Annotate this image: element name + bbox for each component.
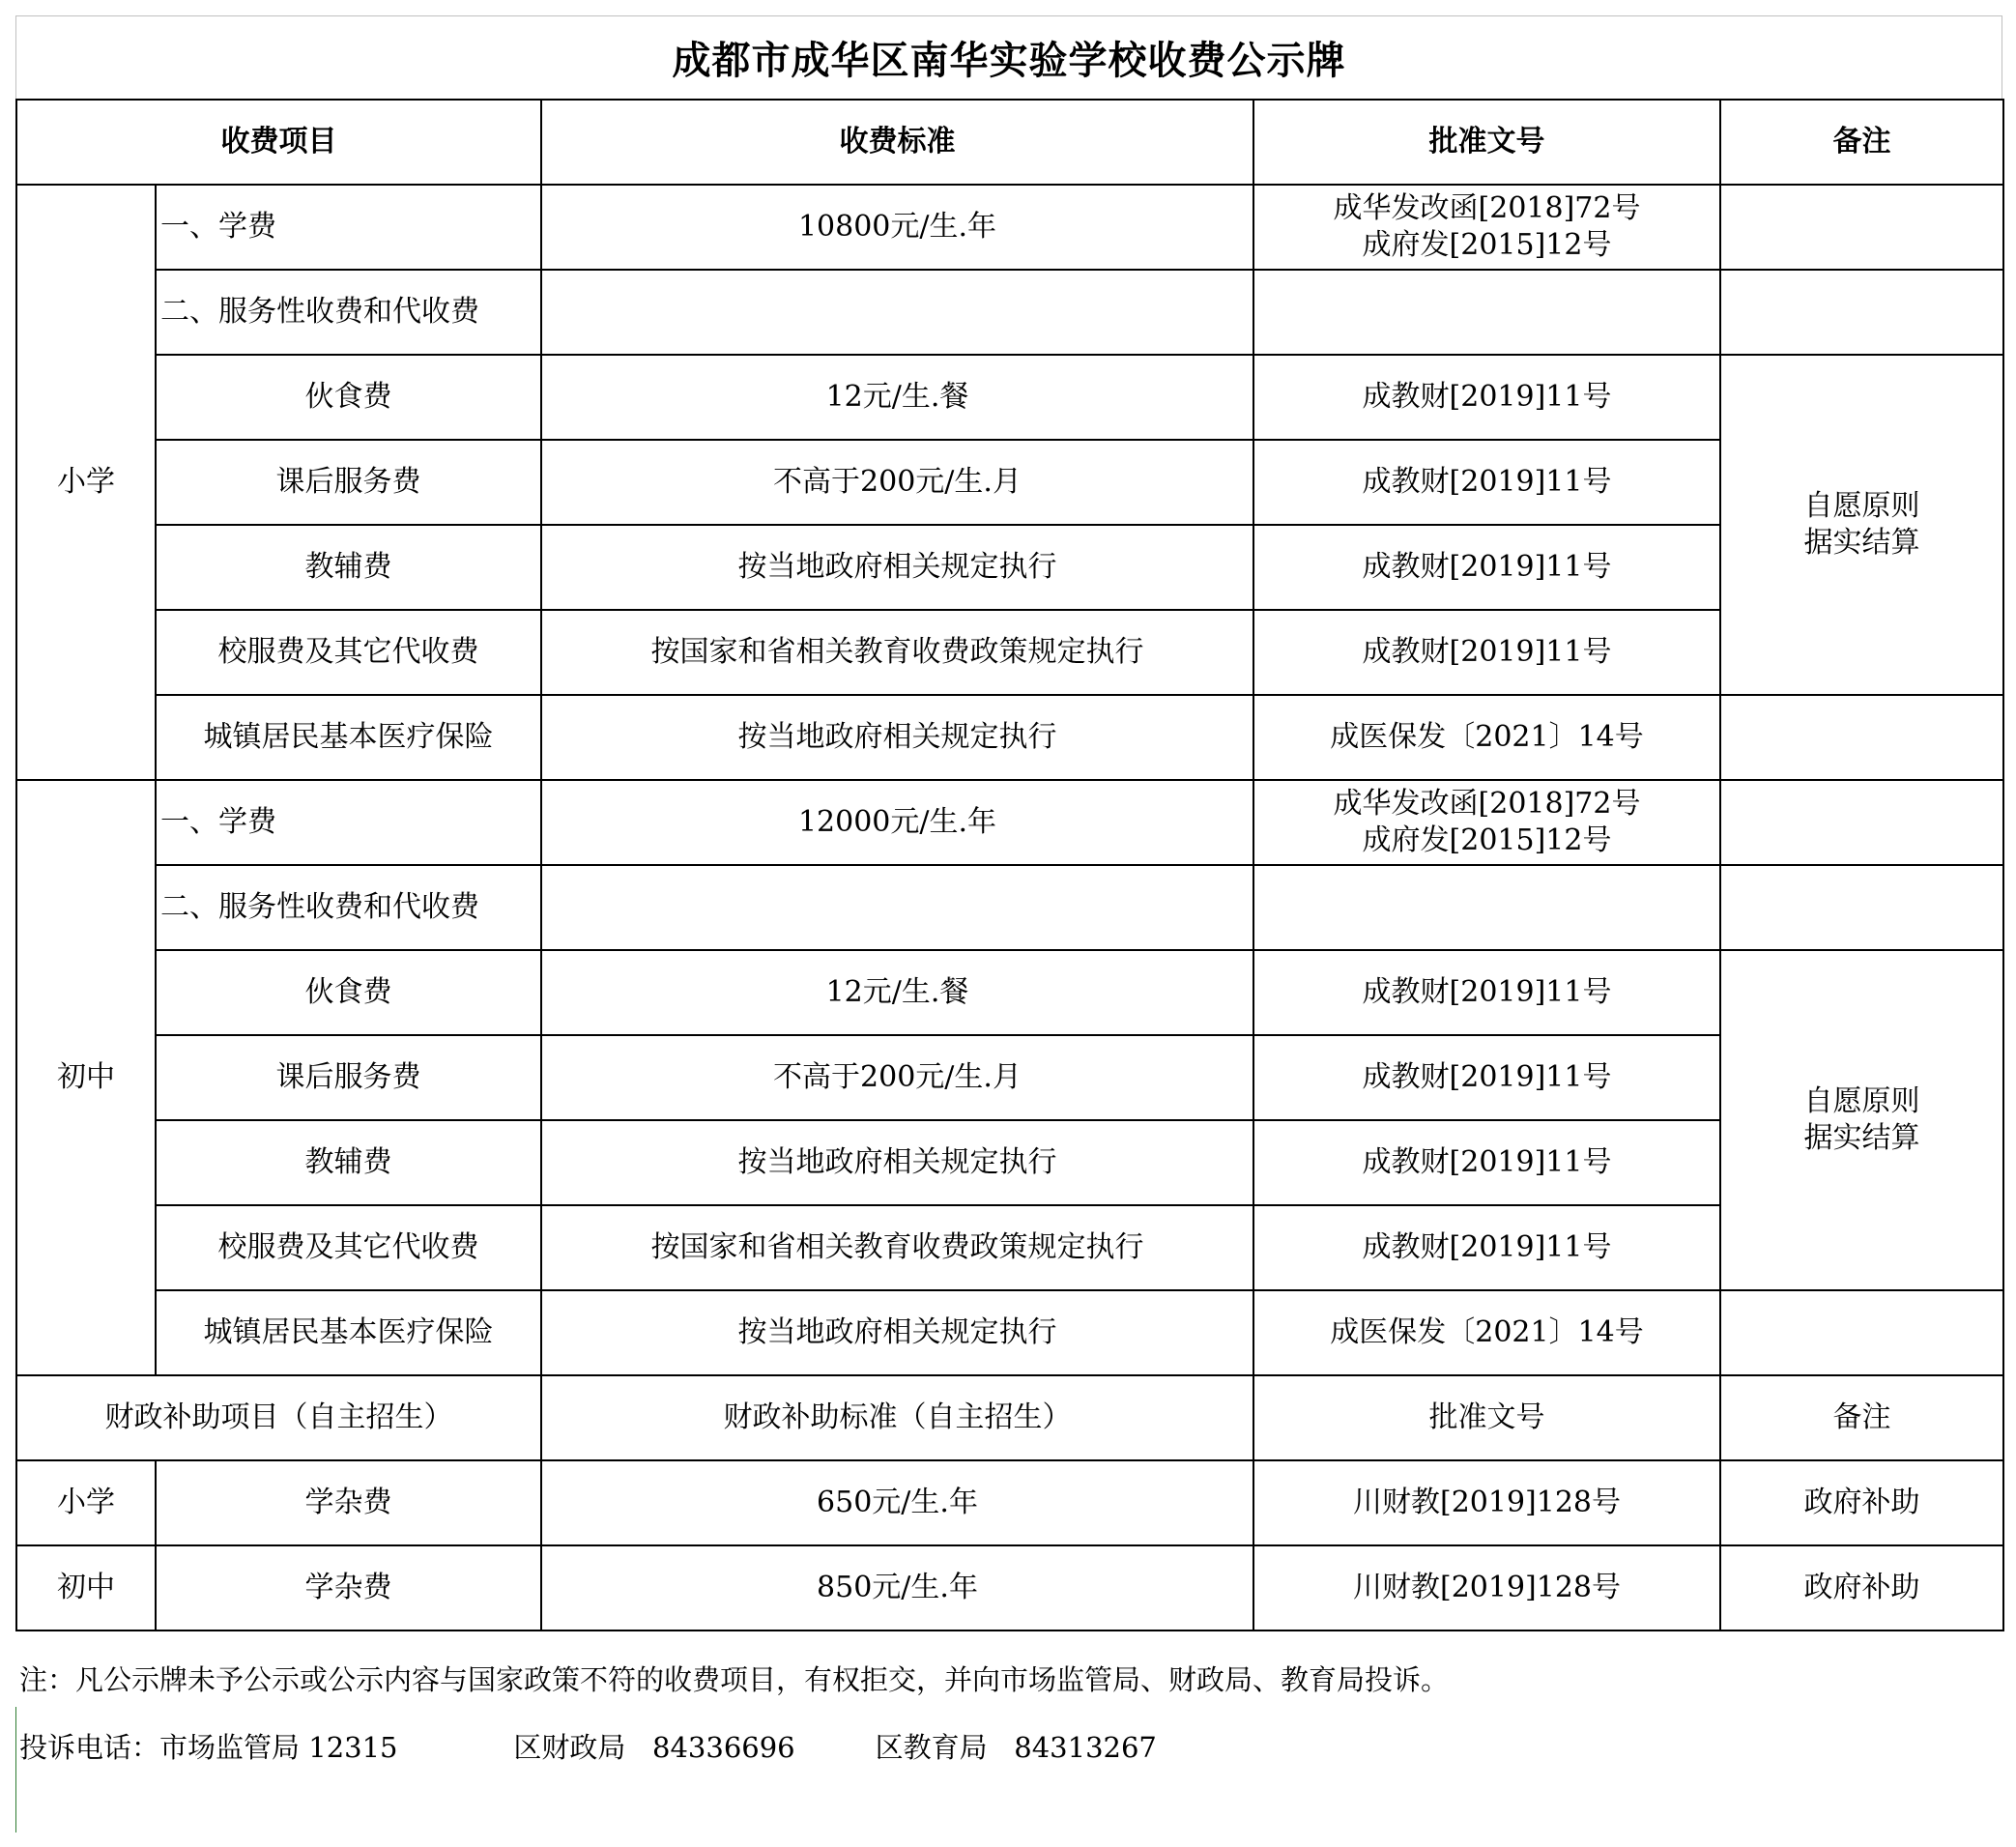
subsidy-header-item: 财政补助项目（自主招生） <box>16 1375 541 1460</box>
row-label: 一、学费 <box>156 780 541 865</box>
market-phone: 12315 <box>308 1731 398 1764</box>
row-remark-merged <box>1720 355 2003 695</box>
row-doc-no <box>1253 780 1720 865</box>
remark-line: 据实结算 <box>1803 526 1920 560</box>
title-cell <box>15 15 2002 99</box>
table-row <box>16 440 2003 525</box>
row-label: 伙食费 <box>156 950 541 1035</box>
subsidy-row <box>16 1545 2003 1631</box>
header-row <box>16 100 2003 185</box>
subsidy-item: 学杂费 <box>156 1545 541 1631</box>
row-label: 二、服务性收费和代收费 <box>156 270 541 355</box>
row-label: 教辅费 <box>156 1120 541 1205</box>
row-remark <box>1720 1290 2003 1375</box>
footnote: 注：凡公示牌未予公示或公示内容与国家政策不符的收费项目，有权拒交，并向市场监管局、财政局、教育局投诉。 <box>19 1663 1450 1696</box>
page-title: 成都市成华区南华实验学校收费公示牌 <box>672 38 1346 83</box>
subsidy-doc-no: 川财教[2019]128号 <box>1253 1460 1720 1545</box>
subsidy-remark: 政府补助 <box>1720 1460 2003 1545</box>
subsidy-group: 小学 <box>16 1460 156 1545</box>
row-standard: 12000元/生.年 <box>541 780 1253 865</box>
row-label: 课后服务费 <box>156 1035 541 1120</box>
row-standard: 按国家和省相关教育收费政策规定执行 <box>541 1205 1253 1290</box>
subsidy-row <box>16 1460 2003 1545</box>
subsidy-header-row <box>16 1375 2003 1460</box>
header-remark: 备注 <box>1720 100 2003 185</box>
row-standard: 按当地政府相关规定执行 <box>541 695 1253 780</box>
table-row <box>16 950 2003 1035</box>
row-standard: 12元/生.餐 <box>541 950 1253 1035</box>
row-standard: 10800元/生.年 <box>541 185 1253 270</box>
table-row <box>16 270 2003 355</box>
row-label: 伙食费 <box>156 355 541 440</box>
subsidy-header-standard: 财政补助标准（自主招生） <box>541 1375 1253 1460</box>
row-doc-no: 成教财[2019]11号 <box>1253 525 1720 610</box>
table-row <box>16 865 2003 950</box>
row-doc-no <box>1253 865 1720 950</box>
header-item: 收费项目 <box>16 100 541 185</box>
fee-table <box>15 99 2004 1631</box>
row-label: 二、服务性收费和代收费 <box>156 865 541 950</box>
row-remark <box>1720 185 2003 270</box>
row-doc-no <box>1253 185 1720 270</box>
table-row <box>16 1290 2003 1375</box>
cell-marker <box>15 1707 16 1833</box>
row-standard: 按国家和省相关教育收费政策规定执行 <box>541 610 1253 695</box>
fee-notice-sheet <box>15 15 2002 1833</box>
row-doc-no: 成教财[2019]11号 <box>1253 1035 1720 1120</box>
subsidy-standard: 850元/生.年 <box>541 1545 1253 1631</box>
market-name: 市场监管局 <box>159 1731 301 1764</box>
row-standard <box>541 865 1253 950</box>
education-phone: 84313267 <box>1014 1731 1157 1764</box>
subsidy-doc-no: 川财教[2019]128号 <box>1253 1545 1720 1631</box>
row-label: 校服费及其它代收费 <box>156 1205 541 1290</box>
row-doc-no: 成教财[2019]11号 <box>1253 355 1720 440</box>
remark-line: 据实结算 <box>1803 1121 1920 1155</box>
table-row <box>16 185 2003 270</box>
header-standard: 收费标准 <box>541 100 1253 185</box>
row-label: 城镇居民基本医疗保险 <box>156 1290 541 1375</box>
row-standard: 不高于200元/生.月 <box>541 1035 1253 1120</box>
row-standard: 不高于200元/生.月 <box>541 440 1253 525</box>
row-doc-no <box>1253 270 1720 355</box>
row-standard: 12元/生.餐 <box>541 355 1253 440</box>
remark-line: 自愿原则 <box>1803 489 1920 523</box>
doc-line: 成府发[2015]12号 <box>1362 228 1612 262</box>
row-label: 城镇居民基本医疗保险 <box>156 695 541 780</box>
row-doc-no: 成教财[2019]11号 <box>1253 610 1720 695</box>
subsidy-remark: 政府补助 <box>1720 1545 2003 1631</box>
row-standard: 按当地政府相关规定执行 <box>541 525 1253 610</box>
row-remark <box>1720 270 2003 355</box>
doc-line: 成府发[2015]12号 <box>1362 823 1612 857</box>
row-standard <box>541 270 1253 355</box>
subsidy-header-remark: 备注 <box>1720 1375 2003 1460</box>
row-remark <box>1720 695 2003 780</box>
table-row <box>16 610 2003 695</box>
finance-name: 区财政局 <box>513 1731 626 1764</box>
subsidy-header-doc-no: 批准文号 <box>1253 1375 1720 1460</box>
row-doc-no: 成医保发〔2021〕14号 <box>1253 695 1720 780</box>
group-primary: 小学 <box>16 185 156 780</box>
contact-label: 投诉电话： <box>19 1731 160 1764</box>
row-label: 一、学费 <box>156 185 541 270</box>
table-row <box>16 780 2003 865</box>
row-standard: 按当地政府相关规定执行 <box>541 1120 1253 1205</box>
row-standard: 按当地政府相关规定执行 <box>541 1290 1253 1375</box>
subsidy-group: 初中 <box>16 1545 156 1631</box>
row-remark <box>1720 865 2003 950</box>
table-row <box>16 525 2003 610</box>
table-row <box>16 1120 2003 1205</box>
table-row <box>16 1205 2003 1290</box>
finance-phone: 84336696 <box>652 1731 795 1764</box>
row-doc-no: 成医保发〔2021〕14号 <box>1253 1290 1720 1375</box>
education-name: 区教育局 <box>875 1731 988 1764</box>
row-doc-no: 成教财[2019]11号 <box>1253 950 1720 1035</box>
row-doc-no: 成教财[2019]11号 <box>1253 1205 1720 1290</box>
row-remark-merged <box>1720 950 2003 1290</box>
row-label: 课后服务费 <box>156 440 541 525</box>
table-row <box>16 695 2003 780</box>
row-remark <box>1720 780 2003 865</box>
row-label: 教辅费 <box>156 525 541 610</box>
group-junior: 初中 <box>16 780 156 1375</box>
row-doc-no: 成教财[2019]11号 <box>1253 1120 1720 1205</box>
doc-line: 成华发改函[2018]72号 <box>1333 787 1641 821</box>
complaint-contacts <box>19 1726 1157 1766</box>
doc-line: 成华发改函[2018]72号 <box>1333 191 1641 225</box>
row-label: 校服费及其它代收费 <box>156 610 541 695</box>
row-doc-no: 成教财[2019]11号 <box>1253 440 1720 525</box>
subsidy-item: 学杂费 <box>156 1460 541 1545</box>
remark-line: 自愿原则 <box>1803 1084 1920 1118</box>
table-row <box>16 1035 2003 1120</box>
subsidy-standard: 650元/生.年 <box>541 1460 1253 1545</box>
table-row <box>16 355 2003 440</box>
header-doc-no: 批准文号 <box>1253 100 1720 185</box>
